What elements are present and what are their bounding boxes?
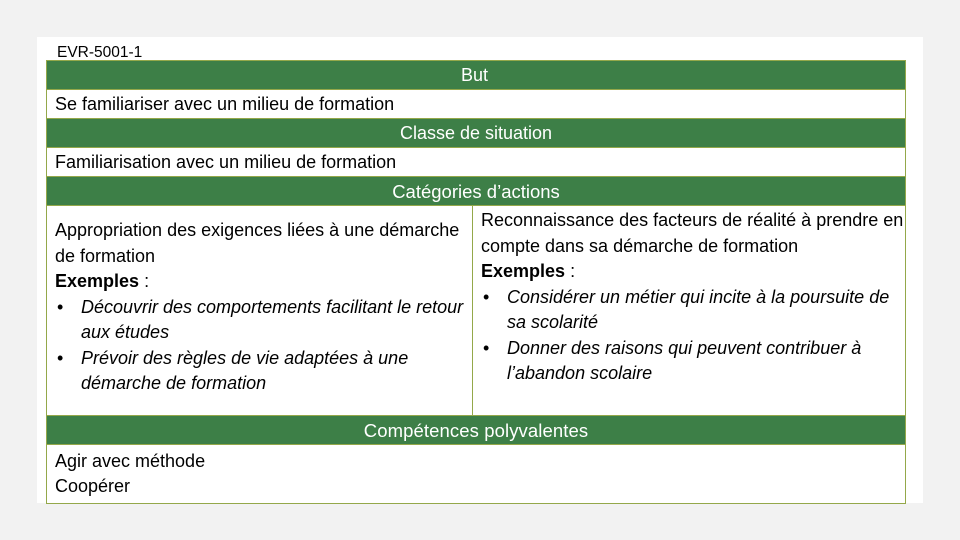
classe-text: Familiarisation avec un milieu de formation <box>47 148 905 177</box>
examples-label: Exemples <box>55 271 140 291</box>
category-right-list <box>481 285 905 387</box>
examples-colon: : <box>565 261 576 281</box>
bullet-icon: • <box>57 347 64 368</box>
classe-header: Classe de situation <box>47 119 905 148</box>
bullet-icon: • <box>57 296 64 317</box>
competence-item: Agir avec méthode <box>55 451 206 471</box>
content-table <box>46 60 906 504</box>
list-item <box>481 336 905 387</box>
examples-label: Exemples <box>481 261 566 281</box>
but-header: But <box>47 61 905 90</box>
categories-body <box>47 206 905 416</box>
but-text: Se familiariser avec un milieu de formation <box>47 90 905 119</box>
list-item-text: Prévoir des règles de vie adaptées à une démarche de formation <box>81 347 409 393</box>
bullet-icon: • <box>483 337 490 358</box>
category-right-examples <box>481 259 905 285</box>
course-code: EVR-5001-1 <box>57 44 143 61</box>
competences-header: Compétences polyvalentes <box>47 416 905 445</box>
categories-header: Catégories d’actions <box>47 177 905 206</box>
competence-item: Coopérer <box>55 476 131 496</box>
examples-colon: : <box>139 271 150 291</box>
category-right <box>473 206 905 415</box>
list-item-text: Découvrir des comportements facilitant le retour aux études <box>81 296 464 342</box>
bullet-icon: • <box>483 286 490 307</box>
category-left-examples <box>55 269 472 295</box>
list-item <box>55 295 472 346</box>
list-item-text: Donner des raisons qui peuvent contribuer à l’abandon scolaire <box>507 337 862 383</box>
category-left <box>47 206 473 415</box>
category-right-title: Reconnaissance des facteurs de réalité à prendre en compte dans sa démarche de formation <box>481 210 904 256</box>
list-item <box>481 285 905 336</box>
list-item-text: Considérer un métier qui incite à la poursuite de sa scolarité <box>507 286 890 332</box>
list-item <box>55 346 472 397</box>
category-left-title: Appropriation des exigences liées à une démarche de formation <box>55 220 460 266</box>
competences-body <box>47 445 905 503</box>
category-left-list <box>55 295 472 397</box>
